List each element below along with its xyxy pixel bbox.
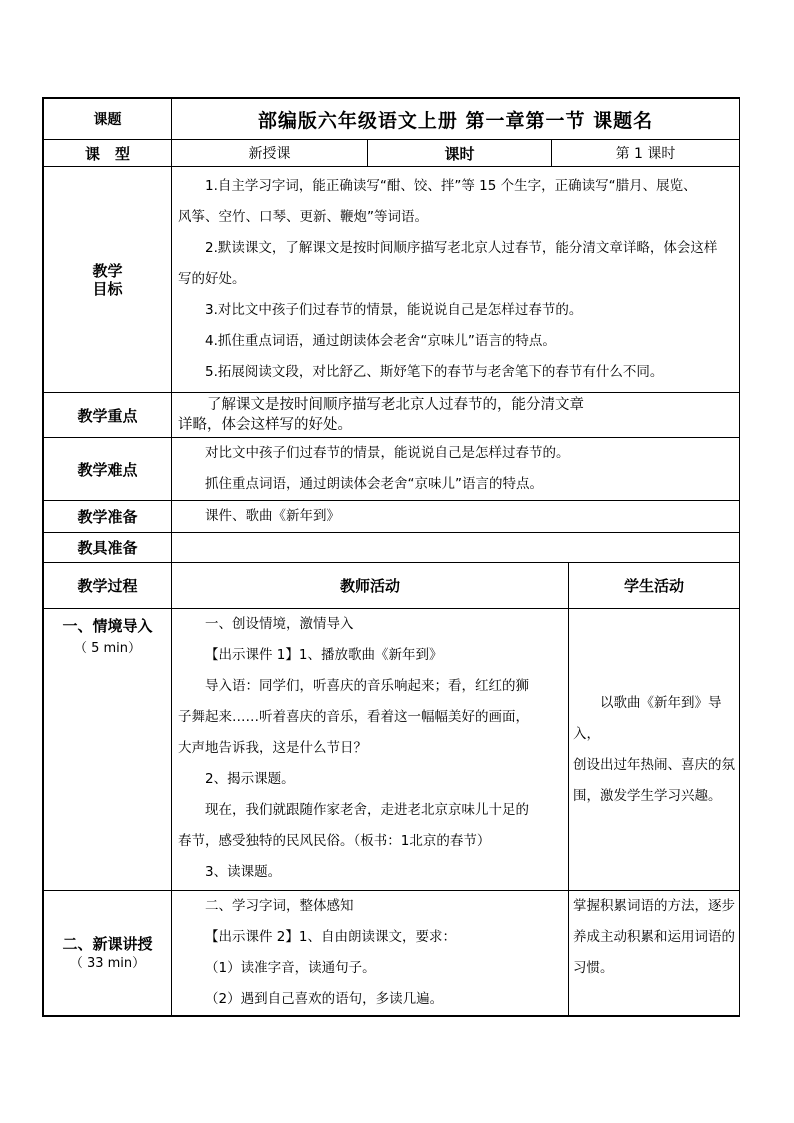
student-line: 以歌曲《新年到》导入， xyxy=(573,694,722,742)
difficulties-label: 教学难点 xyxy=(44,438,172,501)
objective-line: 3.对比文中孩子们过春节的情景，能说说自己是怎样过春节的。 xyxy=(205,302,583,318)
teacher-line: 现在，我们就跟随作家老舍，走进老北京京味儿十足的 xyxy=(205,802,529,818)
objectives-label-line2: 目标 xyxy=(92,279,123,298)
objectives-label-line1: 教学 xyxy=(92,261,123,280)
materials-content xyxy=(172,533,740,563)
objective-line: 写的好处。 xyxy=(178,271,246,287)
stage-2-label xyxy=(44,891,172,1016)
objective-line: 2.默读课文，了解课文是按时间顺序描写老北京人过春节，能分清文章详略，体会这样 xyxy=(205,240,718,256)
stage-1-teacher xyxy=(172,609,569,891)
preparation-label: 教学准备 xyxy=(44,501,172,533)
objectives-label xyxy=(44,167,172,393)
teacher-line: 春节，感受独特的民风民俗。（板书：1北京的春节） xyxy=(178,833,491,849)
key-points-content xyxy=(172,393,740,438)
process-header-teacher: 教师活动 xyxy=(172,563,569,609)
stage-1-name: 一、情境导入 xyxy=(62,617,153,635)
stage-1-label xyxy=(44,609,172,891)
materials-label: 教具准备 xyxy=(44,533,172,563)
lesson-type-value: 新授课 xyxy=(172,140,368,167)
teacher-line: （2）遇到自己喜欢的语句，多读几遍。 xyxy=(205,991,444,1007)
student-line: 围，激发学生学习兴趣。 xyxy=(573,787,722,804)
stage-1-time: （ 5 min） xyxy=(73,641,142,656)
teacher-line: 一、创设情境，激情导入 xyxy=(205,616,354,632)
subject-label: 课题 xyxy=(44,99,172,140)
teacher-line: 二、学习字词，整体感知 xyxy=(205,898,354,914)
objective-line: 5.拓展阅读文段，对比舒乙、斯妤笔下的春节与老舍笔下的春节有什么不同。 xyxy=(205,364,664,380)
objective-line: 4.抓住重点词语，通过朗读体会老舍“京味儿”语言的特点。 xyxy=(205,333,556,349)
objective-line: 风筝、空竹、口琴、更新、鞭炮”等词语。 xyxy=(178,209,428,225)
key-points-label: 教学重点 xyxy=(44,393,172,438)
student-line: 创设出过年热闹、喜庆的氛 xyxy=(573,756,735,773)
teacher-line: 大声地告诉我，这是什么节日？ xyxy=(178,740,367,756)
preparation-value: 课件、歌曲《新年到》 xyxy=(205,508,340,524)
stage-2-teacher xyxy=(172,891,569,1016)
teacher-line: 导入语：同学们，听喜庆的音乐响起来；看，红红的狮 xyxy=(205,678,529,694)
process-header-stage: 教学过程 xyxy=(44,563,172,609)
teacher-line: 2、揭示课题。 xyxy=(205,771,295,787)
student-line: 养成主动积累和运用词语的 xyxy=(573,929,735,945)
key-points-line2: 详略，体会这样写的好处。 xyxy=(178,417,352,433)
stage-2-name: 二、新课讲授 xyxy=(62,935,153,953)
page-title: 部编版六年级语文上册 第一章第一节 课题名 xyxy=(172,99,740,140)
period-label: 课时 xyxy=(368,140,552,167)
student-line: 习惯。 xyxy=(573,960,614,976)
teacher-line: 子舞起来……听着喜庆的音乐，看着这一幅幅美好的画面， xyxy=(178,709,529,725)
process-header-student: 学生活动 xyxy=(569,563,740,609)
difficulties-content xyxy=(172,438,740,501)
key-points-line1: 了解课文是按时间顺序描写老北京人过春节的，能分清文章 xyxy=(207,397,584,413)
difficulties-line2: 抓住重点词语，通过朗读体会老舍“京味儿”语言的特点。 xyxy=(205,476,543,492)
period-value: 第 1 课时 xyxy=(552,140,740,167)
student-line: 掌握积累词语的方法，逐步 xyxy=(573,898,735,914)
teacher-line: 【出示课件 2】1、自由朗读课文，要求： xyxy=(205,929,456,945)
difficulties-line1: 对比文中孩子们过春节的情景，能说说自己是怎样过春节的。 xyxy=(205,445,570,461)
teacher-line: （1）读准字音，读通句子。 xyxy=(205,960,376,976)
teacher-line: 3、读课题。 xyxy=(205,864,282,880)
preparation-content xyxy=(172,501,740,533)
stage-1-student xyxy=(569,609,740,891)
teacher-line: 【出示课件 1】1、播放歌曲《新年到》 xyxy=(205,647,443,663)
objectives-content xyxy=(172,167,740,393)
lesson-plan-table xyxy=(42,97,740,1017)
lesson-type-label: 课 型 xyxy=(44,140,172,167)
objective-line: 1.自主学习字词，能正确读写“酣、饺、拌”等 15 个生字，正确读写“腊月、展览、 xyxy=(205,178,697,194)
stage-2-time: （ 33 min） xyxy=(69,956,146,971)
stage-2-student xyxy=(569,891,740,1016)
